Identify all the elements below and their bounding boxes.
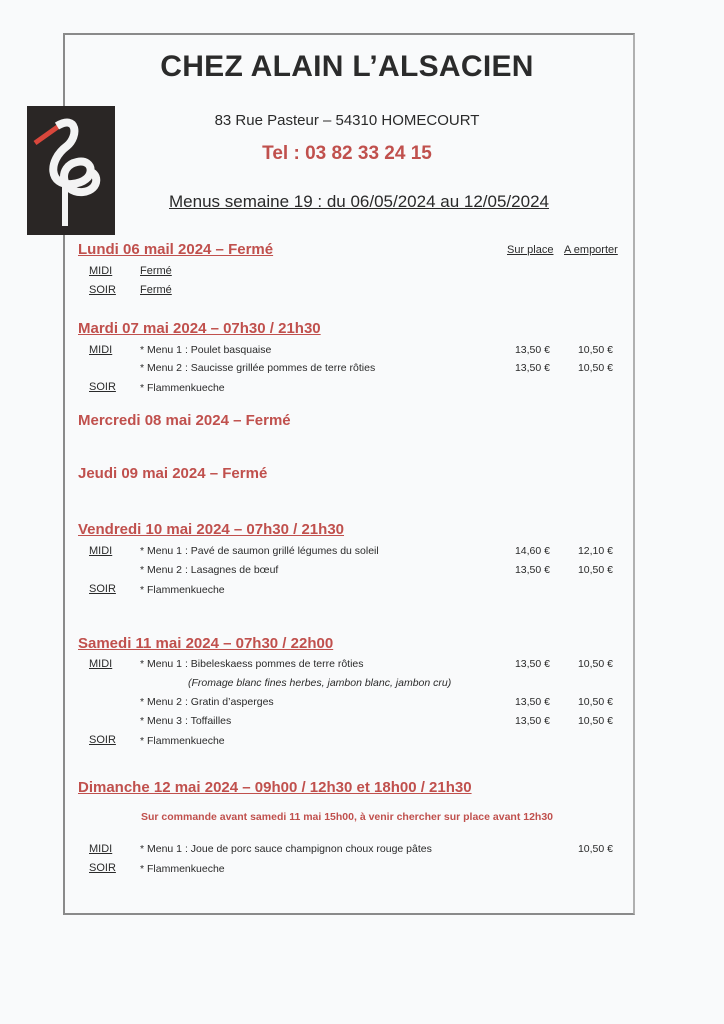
soir-label: SOIR (89, 381, 116, 393)
menu-item: * Menu 2 : Saucisse grillée pommes de terre rôties (140, 362, 376, 374)
day-heading: Vendredi 10 mai 2024 – 07h30 / 21h30 (78, 521, 345, 538)
midi-label: MIDI (89, 344, 113, 356)
address: 83 Rue Pasteur – 54310 HOMECOURT (214, 112, 480, 129)
column-a-emporter: A emporter (564, 244, 618, 256)
menu-item: * Menu 1 : Pavé de saumon grillé légumes du soleil (140, 545, 379, 557)
day-heading: Mercredi 08 mai 2024 – Fermé (78, 412, 291, 429)
price-emporter: 10,50 € (577, 344, 613, 356)
price-sur-place: 14,60 € (514, 545, 550, 557)
menu-item: * Flammenkueche (140, 584, 225, 596)
menu-item: * Flammenkueche (140, 735, 225, 747)
midi-label: MIDI (89, 265, 113, 277)
price-sur-place: 13,50 € (514, 344, 550, 356)
midi-label: MIDI (89, 658, 113, 670)
day-heading: Samedi 11 mai 2024 – 07h30 / 22h00 (78, 635, 334, 652)
menu-item: * Menu 1 : Bibeleskaess pommes de terre rôties (140, 658, 364, 670)
menu-item: * Menu 1 : Poulet basquaise (140, 344, 272, 356)
menu-item: * Flammenkueche (140, 863, 225, 875)
soir-label: SOIR (89, 862, 116, 874)
column-sur-place: Sur place (507, 244, 554, 256)
soir-label: SOIR (89, 583, 116, 595)
day-heading: Dimanche 12 mai 2024 – 09h00 / 12h30 et 18h00 / 21h30 (78, 779, 472, 796)
price-emporter: 10,50 € (577, 564, 613, 576)
soir-label: SOIR (89, 284, 116, 296)
price-sur-place: 13,50 € (514, 658, 550, 670)
phone: Tel : 03 82 33 24 15 (262, 143, 432, 164)
restaurant-name: CHEZ ALAIN L’ALSACIEN (160, 50, 534, 83)
price-emporter: 10,50 € (577, 696, 613, 708)
midi-closed: Fermé (140, 265, 172, 277)
price-emporter: 10,50 € (577, 658, 613, 670)
price-sur-place: 13,50 € (514, 696, 550, 708)
price-emporter: 12,10 € (577, 545, 613, 557)
soir-closed: Fermé (140, 284, 172, 296)
price-emporter: 10,50 € (577, 362, 613, 374)
price-sur-place: 13,50 € (514, 362, 550, 374)
menu-item: * Menu 3 : Toffailles (140, 715, 232, 727)
day-heading: Jeudi 09 mai 2024 – Fermé (78, 465, 268, 482)
price-emporter: 10,50 € (577, 715, 613, 727)
price-emporter: 10,50 € (577, 843, 613, 855)
price-sur-place: 13,50 € (514, 715, 550, 727)
menu-item: * Menu 1 : Joue de porc sauce champignon choux rouge pâtes (140, 843, 432, 855)
menu-note: (Fromage blanc fines herbes, jambon blanc, jambon cru) (188, 677, 452, 689)
menu-item: * Flammenkueche (140, 382, 225, 394)
soir-label: SOIR (89, 734, 116, 746)
order-note: Sur commande avant samedi 11 mai 15h00, à venir chercher sur place avant 12h30 (140, 811, 554, 823)
menu-item: * Menu 2 : Gratin d’asperges (140, 696, 274, 708)
menu-item: * Menu 2 : Lasagnes de bœuf (140, 564, 279, 576)
day-heading: Mardi 07 mai 2024 – 07h30 / 21h30 (78, 320, 321, 337)
day-heading: Lundi 06 mail 2024 – Fermé (78, 241, 274, 258)
midi-label: MIDI (89, 843, 113, 855)
price-sur-place: 13,50 € (514, 564, 550, 576)
week-title: Menus semaine 19 : du 06/05/2024 au 12/05/2024 (169, 192, 549, 211)
midi-label: MIDI (89, 545, 113, 557)
